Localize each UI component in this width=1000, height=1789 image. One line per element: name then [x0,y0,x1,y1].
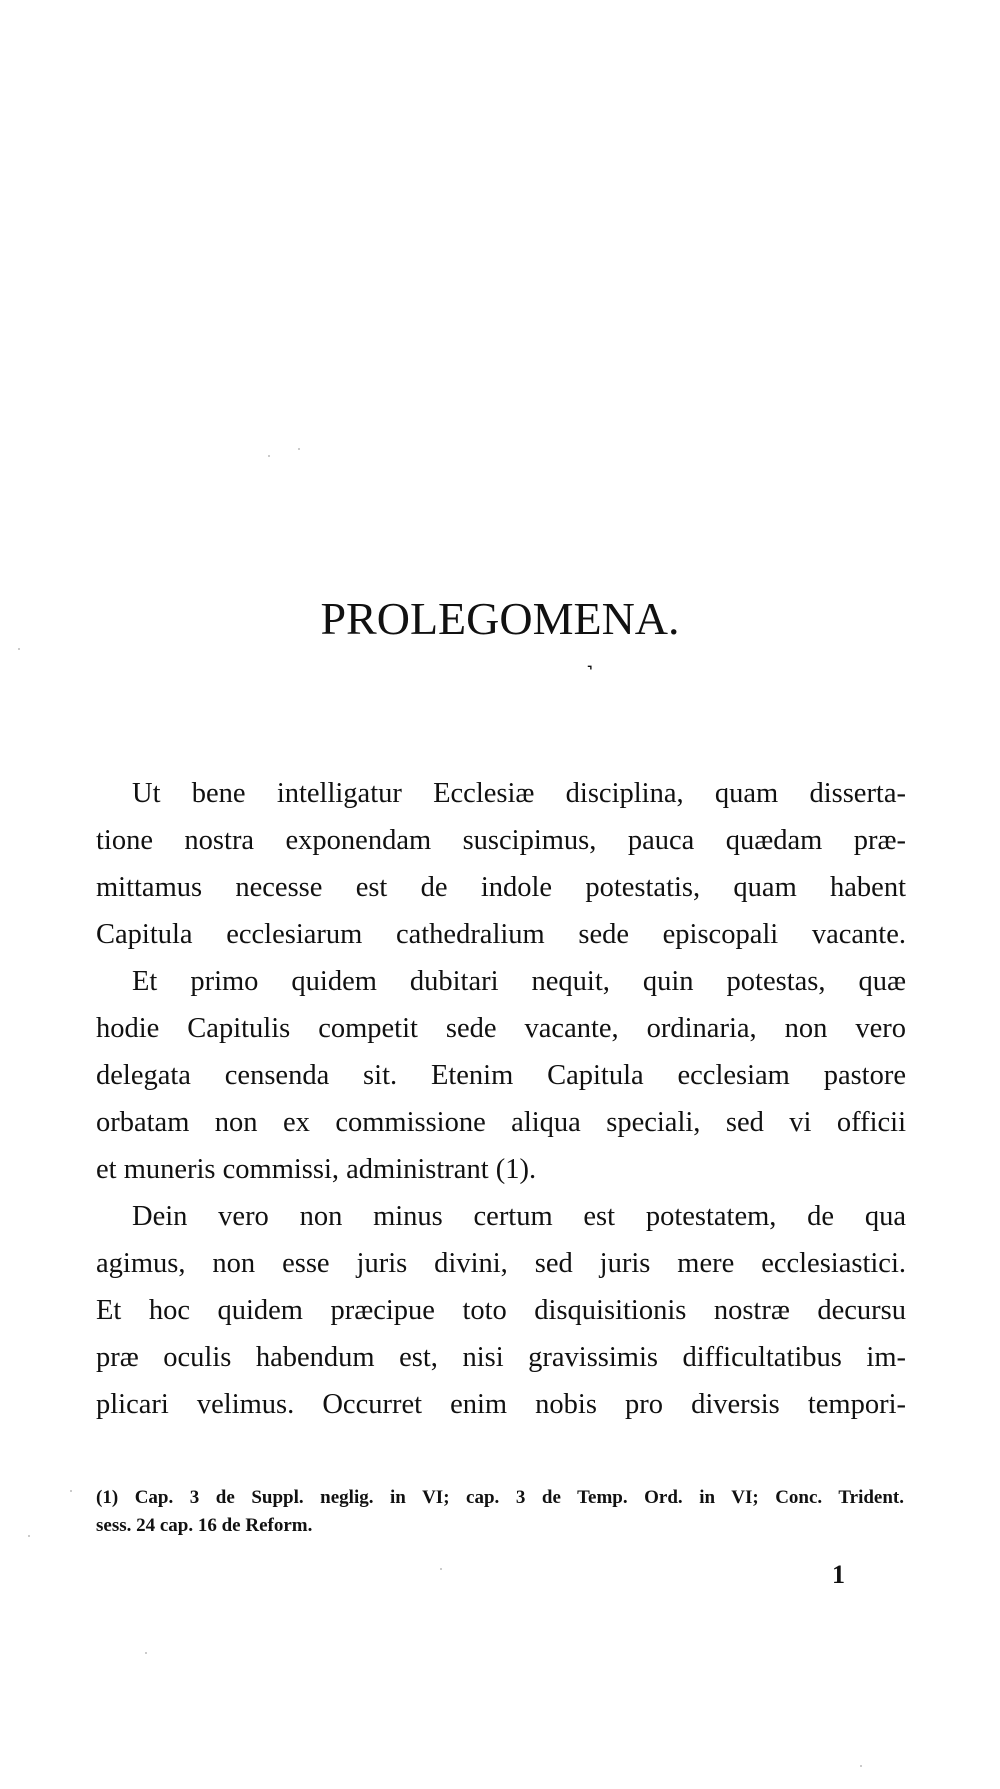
text-line: delegata censenda sit. Etenim Capitula ecclesiam pastore [96,1060,906,1091]
text-line: præ oculis habendum est, nisi gravissimis difficultatibus im- [96,1342,906,1373]
paragraph-3 [96,1193,906,1428]
text-line: Capitula ecclesiarum cathedralium sede episcopali vacante. [96,919,906,950]
text-line: plicari velimus. Occurret enim nobis pro diversis tempori- [96,1389,906,1420]
scan-speck [28,1535,30,1537]
text-line: mittamus necesse est de indole potestatis, quam habent [96,872,906,903]
text-line: Et hoc quidem præcipue toto disquisitionis nostræ decursu [96,1295,906,1326]
footnote-line: sess. 24 cap. 16 de Reform. [96,1515,313,1536]
text-line: hodie Capitulis competit sede vacante, ordinaria, non vero [96,1013,906,1044]
scan-speck [860,1765,862,1767]
page-title: PROLEGOMENA. [320,593,680,644]
footnote-line: (1) Cap. 3 de Suppl. neglig. in VI; cap. 3 de Temp. Ord. in VI; Conc. Trident. [96,1487,904,1508]
page-number: 1 [832,1560,845,1589]
scan-speck [298,448,300,450]
text-line: Dein vero non minus certum est potestatem, de qua [132,1201,906,1232]
scan-speck [145,1652,147,1654]
text-line: tione nostra exponendam suscipimus, pauca quædam præ- [96,825,906,856]
scan-speck [18,648,20,650]
scan-speck [70,1490,72,1492]
paragraph-2 [96,958,906,1193]
body-text [96,770,906,1428]
scan-speck [440,1568,442,1570]
scan-speck [268,455,270,457]
text-line: agimus, non esse juris divini, sed juris mere ecclesiastici. [96,1248,906,1279]
text-line: orbatam non ex commissione aliqua speciali, sed vi officii [96,1107,906,1138]
footnote [96,1484,904,1540]
text-line: Ut bene intelligatur Ecclesiæ disciplina, quam disserta- [132,778,906,809]
title-ornament: ˺ [586,660,594,685]
text-line: et muneris commissi, administrant (1). [96,1154,537,1185]
text-line: Et primo quidem dubitari nequit, quin potestas, quæ [132,966,906,997]
paragraph-1 [96,770,906,958]
